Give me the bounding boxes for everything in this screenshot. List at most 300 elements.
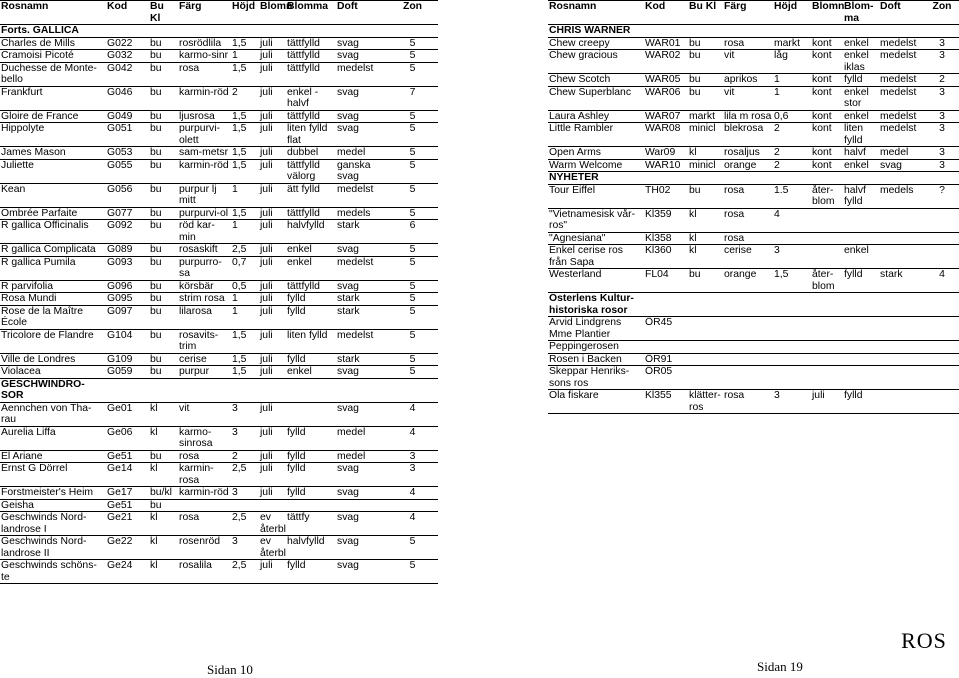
page-number: Sidan 19	[757, 659, 803, 674]
cell-bu: bu	[149, 305, 178, 329]
cell-hojd: 1	[773, 86, 811, 110]
cell-bu	[688, 353, 723, 366]
cell-blomma: enkel	[843, 37, 879, 50]
cell-name: Juliette	[0, 159, 106, 183]
cell-zon: 5	[387, 366, 438, 379]
cell-hojd: 2,5	[231, 512, 259, 536]
cell-blomn: juli	[259, 426, 286, 450]
left-page	[0, 0, 438, 675]
cell-bu: bu	[149, 280, 178, 293]
cell-hojd: 0,7	[231, 256, 259, 280]
table-row	[0, 86, 438, 110]
cell-zon: 5	[387, 329, 438, 353]
cell-kod: WAR08	[644, 123, 688, 147]
column-header-blomma: Blomma	[286, 1, 336, 25]
cell-blomn: juli	[259, 86, 286, 110]
cell-zon: 5	[387, 244, 438, 257]
section-title: GESCHWINDRO-SOR	[0, 378, 106, 402]
cell-hojd: 1,5	[773, 269, 811, 293]
cell-farg: ljusrosa	[178, 110, 231, 123]
cell-name: Violacea	[0, 366, 106, 379]
cell-kod: WAR06	[644, 86, 688, 110]
cell-blomma: fylld	[286, 426, 336, 450]
cell-doft: svag	[336, 37, 387, 50]
cell-blomn: juli	[259, 50, 286, 63]
column-header-farg: Färg	[723, 1, 773, 25]
cell-name: Geschwinds schöns-te	[0, 560, 106, 584]
cell-farg: karmin-röd	[178, 86, 231, 110]
cell-name: Rosa Mundi	[0, 293, 106, 306]
cell-kod: Kl359	[644, 208, 688, 232]
cell-hojd: 3	[231, 402, 259, 426]
cell-blomn: kont	[811, 74, 843, 87]
cell-blomn: juli	[259, 293, 286, 306]
cell-zon: 5	[387, 293, 438, 306]
cell-bu: kl	[149, 512, 178, 536]
cell-bu: kl	[149, 536, 178, 560]
ros-logo	[896, 630, 952, 660]
cell-hojd: 3	[231, 536, 259, 560]
cell-bu: bu	[149, 353, 178, 366]
cell-blomn: juli	[259, 256, 286, 280]
cell-zon: 5	[387, 37, 438, 50]
cell-bu: bu	[149, 183, 178, 207]
cell-zon: ?	[925, 184, 959, 208]
cell-doft	[879, 208, 925, 232]
cell-farg: purpurro-sa	[178, 256, 231, 280]
cell-name: "Vietnamesisk vår-ros"	[548, 208, 644, 232]
column-header-doft: Doft	[879, 1, 925, 25]
cell-bu	[688, 366, 723, 390]
cell-doft: svag	[336, 123, 387, 147]
cell-doft: medel	[336, 450, 387, 463]
cell-bu: bu/kl	[149, 487, 178, 500]
cell-blomma: tättfylld välorg	[286, 159, 336, 183]
cell-doft: svag	[336, 487, 387, 500]
cell-name: Chew creepy	[548, 37, 644, 50]
cell-name: Peppingerosen	[548, 341, 644, 354]
table-row	[548, 50, 959, 74]
column-header-zon: Zon	[925, 1, 959, 25]
cell-blomn: ev återbl	[260, 512, 286, 535]
cell-blomma: enkel stor	[843, 86, 879, 110]
cell-hojd: 1	[231, 293, 259, 306]
cell-blomn: juli	[259, 463, 286, 487]
cell-name: Gloire de France	[0, 110, 106, 123]
cell-doft: stark	[336, 353, 387, 366]
rose-table-right	[548, 0, 959, 414]
cell-kod: G053	[106, 147, 149, 160]
cell-kod: Ge21	[106, 512, 149, 536]
cell-farg: karmin-röd	[178, 159, 231, 183]
cell-blomma: enkel	[843, 110, 879, 123]
cell-hojd	[773, 232, 811, 245]
cell-hojd: 1	[231, 220, 259, 244]
cell-hojd: 2	[231, 86, 259, 110]
cell-kod: G077	[106, 207, 149, 220]
cell-kod: WAR07	[644, 110, 688, 123]
cell-name: Chew gracious	[548, 50, 644, 74]
cell-hojd: 1,5	[231, 353, 259, 366]
cell-hojd: låg	[773, 50, 811, 74]
table-row	[0, 280, 438, 293]
table-row	[0, 487, 438, 500]
cell-doft: svag	[336, 512, 387, 536]
cell-bu: minicl	[688, 123, 723, 147]
column-header-doft: Doft	[336, 1, 387, 25]
cell-farg: vit	[723, 50, 773, 74]
cell-zon	[925, 341, 959, 354]
cell-farg: karmo-sinrosa	[178, 426, 231, 450]
cell-blomn: juli	[259, 37, 286, 50]
cell-farg: blekrosa	[723, 123, 773, 147]
cell-blomma	[843, 353, 879, 366]
cell-kod: ÖR91	[644, 353, 688, 366]
cell-farg: körsbär	[178, 280, 231, 293]
rose-table-left	[0, 0, 438, 584]
cell-blomma: tättfylld	[286, 110, 336, 123]
cell-blomn: juli	[259, 123, 286, 147]
cell-blomn	[811, 208, 843, 232]
cell-blomn	[811, 366, 843, 390]
cell-bu: kl	[688, 232, 723, 245]
cell-hojd: 4	[773, 208, 811, 232]
section-header	[548, 293, 959, 317]
cell-doft: medel	[879, 147, 925, 160]
table-row	[0, 305, 438, 329]
cell-farg: rosavits-trim	[178, 329, 231, 353]
cell-name: James Mason	[0, 147, 106, 160]
cell-name: R gallica Pumila	[0, 256, 106, 280]
cell-bu: bu	[688, 86, 723, 110]
cell-name: Enkel cerise ros från Sapa	[548, 245, 644, 269]
table-row	[548, 245, 959, 269]
cell-blomma: enkel	[286, 244, 336, 257]
cell-blomn: kont	[811, 50, 843, 74]
cell-farg: cerise	[723, 245, 773, 269]
cell-kod: G056	[106, 183, 149, 207]
cell-hojd: 2	[773, 147, 811, 160]
cell-farg	[723, 341, 773, 354]
cell-bu: bu	[149, 110, 178, 123]
cell-hojd	[773, 341, 811, 354]
cell-kod: Ge06	[106, 426, 149, 450]
cell-bu: markt	[688, 110, 723, 123]
table-row	[548, 159, 959, 172]
cell-blomma: halvfylld	[286, 536, 336, 560]
cell-blomma: enkel	[286, 256, 336, 280]
cell-bu: bu	[149, 256, 178, 280]
cell-blomn: åter-blom	[811, 269, 843, 293]
cell-farg: orange	[723, 159, 773, 172]
cell-doft: medelst	[879, 37, 925, 50]
cell-blomma: fylld	[843, 269, 879, 293]
table-row	[0, 159, 438, 183]
cell-farg: röd kar-min	[178, 220, 231, 244]
cell-blomn: juli	[259, 450, 286, 463]
table-row	[0, 256, 438, 280]
cell-farg: lila m rosa	[724, 110, 772, 122]
cell-kod: G109	[106, 353, 149, 366]
cell-hojd: 2,5	[231, 560, 259, 584]
table-header	[0, 1, 438, 25]
cell-hojd: 1,5	[231, 123, 259, 147]
cell-name: Open Arms	[548, 147, 644, 160]
cell-blomma: fylld	[286, 293, 336, 306]
cell-doft: svag	[336, 50, 387, 63]
cell-blomma: fylld	[843, 390, 879, 414]
cell-farg: vit	[723, 86, 773, 110]
cell-zon: 5	[387, 183, 438, 207]
cell-kod: Ge22	[106, 536, 149, 560]
cell-blomn	[811, 232, 843, 245]
cell-kod: G104	[106, 329, 149, 353]
section-title: CHRIS WARNER	[548, 25, 644, 38]
cell-blomn: juli	[259, 560, 286, 584]
cell-blomma: fylld	[843, 74, 879, 87]
cell-doft: medelst	[879, 110, 925, 123]
cell-blomma: tättfylld	[286, 50, 336, 63]
cell-bu: bu	[688, 184, 723, 208]
table-row	[0, 110, 438, 123]
cell-blomma: fylld	[286, 353, 336, 366]
cell-name: Geisha	[0, 499, 106, 512]
cell-hojd: 3	[773, 245, 811, 269]
cell-kod: G049	[106, 110, 149, 123]
column-header-bu: Bu Kl	[688, 1, 723, 25]
cell-blomn: juli	[259, 244, 286, 257]
cell-doft: medel	[336, 147, 387, 160]
cell-bu: kl	[688, 147, 723, 160]
cell-blomn: kont	[811, 159, 843, 172]
cell-name: Skeppar Henriks-sons ros	[548, 366, 644, 390]
cell-zon: 5	[387, 50, 438, 63]
cell-name: Tricolore de Flandre	[0, 329, 106, 353]
cell-kod: Kl355	[644, 390, 688, 414]
cell-hojd: 1,5	[231, 207, 259, 220]
cell-name: Rose de la Maître École	[0, 305, 106, 329]
table-row	[0, 37, 438, 50]
cell-farg: vit	[178, 402, 231, 426]
cell-zon	[925, 366, 959, 390]
cell-farg: karmo-sinr	[178, 50, 231, 63]
cell-hojd: 2,5	[231, 244, 259, 257]
table-row	[0, 123, 438, 147]
cell-doft: stark	[336, 293, 387, 306]
column-header-name: Rosnamn	[548, 1, 644, 25]
cell-farg: orange	[723, 269, 773, 293]
cell-blomma	[843, 317, 879, 341]
cell-bu: bu	[149, 62, 178, 86]
cell-hojd	[773, 353, 811, 366]
cell-hojd: 3	[231, 426, 259, 450]
cell-farg: lilarosa	[178, 305, 231, 329]
cell-kod: G046	[106, 86, 149, 110]
cell-hojd: 1.5	[773, 184, 811, 208]
cell-bu: bu	[149, 159, 178, 183]
cell-hojd: 3	[231, 487, 259, 500]
cell-zon: 5	[387, 305, 438, 329]
cell-doft: medels	[336, 207, 387, 220]
cell-kod: Ge14	[106, 463, 149, 487]
cell-farg: purpurvi-ol	[178, 207, 231, 220]
cell-blomma: tättfy	[286, 512, 336, 536]
cell-bu: bu	[149, 37, 178, 50]
cell-farg: sam-metsr	[178, 147, 231, 160]
cell-doft: svag	[336, 366, 387, 379]
cell-name: Tour Eiffel	[548, 184, 644, 208]
cell-kod: WAR05	[644, 74, 688, 87]
cell-blomma	[843, 366, 879, 390]
cell-farg: rosa	[723, 232, 773, 245]
cell-blomn: juli	[259, 353, 286, 366]
cell-kod: Ge51	[106, 499, 149, 512]
cell-kod: ÖR05	[644, 366, 688, 390]
cell-blomn: juli	[259, 62, 286, 86]
cell-kod: G097	[106, 305, 149, 329]
cell-zon: 5	[387, 207, 438, 220]
cell-name: Geschwinds Nord-landrose II	[0, 536, 106, 560]
cell-doft: svag	[336, 110, 387, 123]
section-title: Österlens Kultur-historiska rosor	[548, 293, 644, 317]
cell-blomn: juli	[259, 183, 286, 207]
cell-blomma: tättfylld	[286, 207, 336, 220]
section-title: Forts. GALLICA	[0, 25, 106, 38]
cell-doft	[879, 341, 925, 354]
cell-zon: 2	[925, 74, 959, 87]
cell-name: Duchesse de Monte-bello	[0, 62, 106, 86]
cell-zon: 3	[925, 110, 959, 123]
cell-doft: medelst	[336, 256, 387, 280]
table-row	[0, 463, 438, 487]
cell-kod: G089	[106, 244, 149, 257]
cell-blomma	[843, 232, 879, 245]
cell-bu: bu	[149, 86, 178, 110]
cell-bu: bu	[149, 220, 178, 244]
cell-kod: ÖR45	[644, 317, 688, 341]
cell-name: R gallica Officinalis	[0, 220, 106, 244]
table-row	[0, 293, 438, 306]
cell-bu: bu	[688, 37, 723, 50]
cell-name: Geschwinds Nord-landrose I	[0, 512, 106, 536]
column-header-zon: Zon	[387, 1, 438, 25]
cell-blomma: fylld	[286, 560, 336, 584]
cell-hojd	[773, 317, 811, 341]
cell-doft	[879, 353, 925, 366]
cell-kod: FL04	[644, 269, 688, 293]
cell-bu	[688, 341, 723, 354]
cell-hojd: 0,5	[231, 280, 259, 293]
table-row	[548, 147, 959, 160]
cell-blomma: enkel	[286, 366, 336, 379]
cell-blomn: åter-blom	[811, 184, 843, 208]
cell-farg: rosa	[178, 450, 231, 463]
cell-doft: medelst	[336, 329, 387, 353]
cell-blomma	[843, 341, 879, 354]
cell-farg: strim rosa	[178, 293, 231, 306]
cell-farg: rosenröd	[178, 536, 231, 560]
table-row	[0, 329, 438, 353]
table-row	[0, 450, 438, 463]
cell-doft	[879, 232, 925, 245]
cell-blomma: enkel	[843, 159, 879, 172]
cell-doft	[336, 499, 387, 512]
cell-zon: 7	[387, 86, 438, 110]
cell-zon: 5	[387, 256, 438, 280]
cell-zon: 5	[387, 62, 438, 86]
cell-doft: medel	[336, 426, 387, 450]
column-header-bu: Bu Kl	[149, 1, 178, 25]
cell-kod: G042	[106, 62, 149, 86]
cell-blomma: tättfylld	[286, 280, 336, 293]
cell-bu: bu	[688, 50, 723, 74]
cell-bu: kl	[149, 560, 178, 584]
cell-blomn	[259, 499, 286, 512]
section-header	[0, 378, 438, 402]
table-row	[548, 269, 959, 293]
section-header	[548, 172, 959, 185]
cell-zon: 3	[925, 123, 959, 147]
table-row	[0, 147, 438, 160]
cell-hojd	[231, 499, 259, 512]
cell-kod: G051	[106, 123, 149, 147]
cell-zon	[925, 390, 959, 414]
cell-name: Ola fiskare	[548, 390, 644, 414]
cell-kod: WAR02	[644, 50, 688, 74]
cell-zon: 3	[387, 450, 438, 463]
cell-kod: Ge17	[106, 487, 149, 500]
cell-bu: minicl	[688, 159, 723, 172]
cell-doft: svag	[336, 560, 387, 584]
cell-zon: 4	[387, 487, 438, 500]
cell-doft: medelst	[879, 123, 925, 147]
cell-farg	[723, 366, 773, 390]
cell-hojd: 1,5	[231, 110, 259, 123]
cell-name: Rosen i Backen	[548, 353, 644, 366]
cell-bu: bu	[149, 147, 178, 160]
table-row	[548, 74, 959, 87]
table-row	[0, 244, 438, 257]
cell-blomma: enkel - halvf	[286, 86, 336, 110]
cell-zon: 5	[387, 536, 438, 560]
table-row	[0, 499, 438, 512]
cell-blomma	[286, 499, 336, 512]
cell-doft: medelst	[336, 183, 387, 207]
cell-doft: medelst	[879, 50, 925, 74]
table-row	[548, 390, 959, 414]
right-page	[548, 0, 959, 675]
cell-farg: rosaskift	[178, 244, 231, 257]
cell-kod: G032	[106, 50, 149, 63]
cell-kod	[644, 341, 688, 354]
table-row	[0, 536, 438, 560]
cell-kod: WAR01	[644, 37, 688, 50]
cell-hojd: 3	[773, 390, 811, 414]
cell-farg: rosrödlila	[178, 37, 231, 50]
cell-zon: 4	[387, 402, 438, 426]
cell-name: Aennchen von Tha-rau	[0, 402, 106, 426]
cell-blomn: kont	[811, 86, 843, 110]
cell-name: El Ariane	[0, 450, 106, 463]
cell-bu: bu	[149, 366, 178, 379]
cell-zon: 5	[387, 110, 438, 123]
logo-text: ROS	[901, 628, 947, 653]
cell-blomn: juli	[811, 390, 843, 414]
cell-zon: 5	[387, 560, 438, 584]
cell-farg: rosa	[723, 37, 773, 50]
cell-zon	[925, 317, 959, 341]
cell-farg: karmin-rosa	[178, 463, 231, 487]
